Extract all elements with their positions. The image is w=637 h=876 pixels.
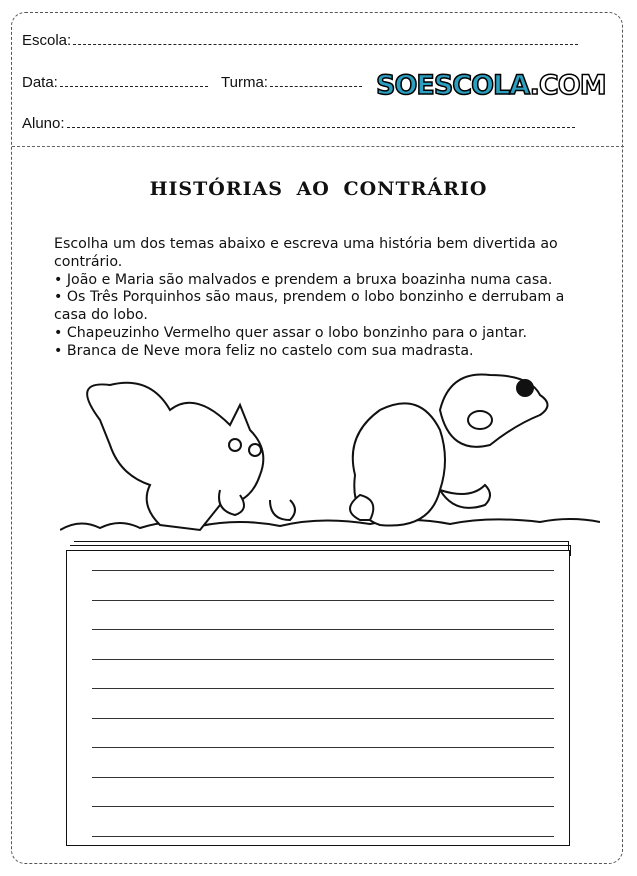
page-title: HISTÓRIAS AO CONTRÁRIO <box>149 178 488 200</box>
data-line[interactable] <box>60 85 208 87</box>
aluno-label: Aluno: <box>22 115 65 132</box>
list-item: • Branca de Neve mora feliz no castelo com sua madrasta. <box>54 342 474 359</box>
escola-field[interactable] <box>22 32 578 49</box>
writing-line[interactable] <box>92 570 554 571</box>
writing-line[interactable] <box>92 718 554 719</box>
soescola-logo: SOESCOLA.COM <box>376 70 606 101</box>
cat-icon <box>87 383 295 530</box>
turma-label: Turma: <box>221 74 268 91</box>
writing-line[interactable] <box>92 777 554 778</box>
list-item: • Chapeuzinho Vermelho quer assar o lobo bonzinho para o jantar. <box>54 324 528 341</box>
writing-line[interactable] <box>92 688 554 689</box>
instructions <box>54 236 594 361</box>
escola-line[interactable] <box>73 43 578 45</box>
aluno-field[interactable] <box>22 115 575 132</box>
writing-line[interactable] <box>92 806 554 807</box>
header-divider <box>12 146 624 147</box>
writing-line[interactable] <box>92 836 554 837</box>
grass-icon <box>60 519 600 530</box>
cat-and-dog-illustration <box>60 350 600 550</box>
turma-field[interactable] <box>221 74 362 91</box>
instructions-intro: Escolha um dos temas abaixo e escreva uma história bem divertida ao contrário. <box>54 236 558 270</box>
writing-line[interactable] <box>92 747 554 748</box>
writing-line[interactable] <box>92 659 554 660</box>
turma-line[interactable] <box>270 85 362 87</box>
data-field[interactable] <box>22 74 208 91</box>
escola-label: Escola: <box>22 32 72 49</box>
writing-line[interactable] <box>92 600 554 601</box>
list-item: • João e Maria são malvados e prendem a bruxa boazinha numa casa. <box>54 271 553 288</box>
writing-area[interactable] <box>66 550 570 846</box>
writing-line[interactable] <box>92 629 554 630</box>
data-label: Data: <box>22 74 58 91</box>
aluno-line[interactable] <box>67 126 575 128</box>
list-item: • Os Três Porquinhos são maus, prendem o lobo bonzinho e derrubam a casa do lobo. <box>54 289 565 324</box>
dog-icon <box>350 374 548 525</box>
